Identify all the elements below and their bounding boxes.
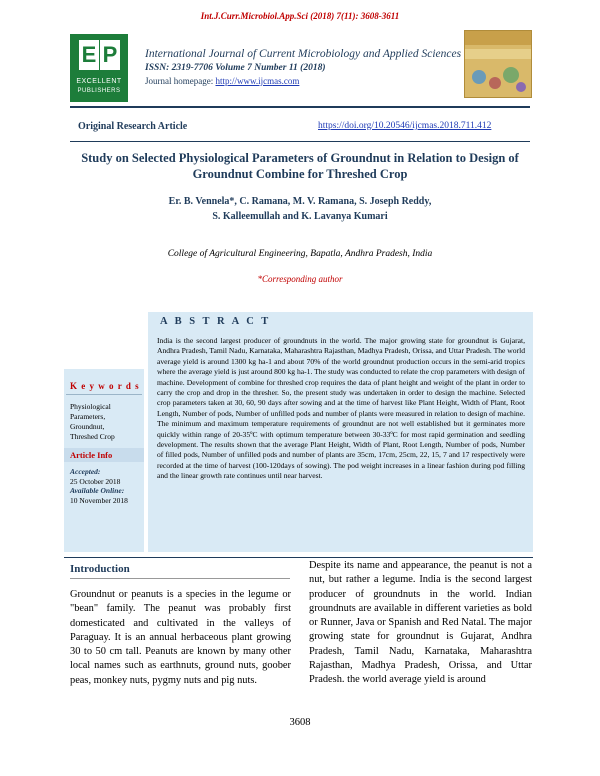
article-type: Original Research Article [78, 121, 188, 132]
journal-cover-image [464, 30, 532, 98]
introduction-heading: Introduction [70, 563, 130, 575]
abstract-divider [64, 557, 533, 558]
corresponding-author-note: *Corresponding author [257, 274, 343, 284]
logo-text-publishers: PUBLISHERS [77, 88, 121, 94]
author-list [80, 194, 520, 224]
logo-letter-e: E [79, 40, 99, 70]
homepage-link[interactable]: http://www.ijcmas.com [215, 76, 300, 86]
journal-title: International Journal of Current Microbiology and Applied Sciences [145, 48, 462, 60]
body-column-right: Despite its name and appearance, the peanut is not a nut, but rather a legume. India is the second largest producer of groundnuts in the world. Indian groundnuts are available in different varieties as bold or Runner, Java or Spanish and Red Natal. The major growing state for groundnut is Gujarat, Andhra Pradesh, Tamil Nadu, Karnataka, Maharashtra Rajasthan, Madhya Pradesh, Orissa, and Uttar Pradesh. the world average yield is around [309, 560, 532, 686]
journal-homepage [145, 76, 299, 86]
affiliation: College of Agricultural Engineering, Bapatla, Andhra Pradesh, India [167, 249, 433, 259]
header-divider-bottom [70, 141, 530, 142]
available-online-label: Available Online: [70, 486, 125, 495]
article-title: Study on Selected Physiological Parameters of Groundnut in Relation to Design of Groundnut Combine for Threshed Crop [81, 151, 519, 181]
authors-line-1: Er. B. Vennela*, C. Ramana, M. V. Ramana, S. Joseph Reddy, [168, 196, 432, 207]
logo-text-excellent: EXCELLENT [76, 78, 122, 85]
issn-volume: ISSN: 2319-7706 Volume 7 Number 11 (2018) [145, 63, 326, 73]
available-online-date: 10 November 2018 [70, 495, 128, 505]
header-divider-top [70, 106, 530, 108]
page-number: 3608 [289, 717, 311, 728]
keyword-item: Parameters, [70, 412, 106, 421]
keyword-item: Physiological [70, 402, 111, 411]
logo-letter-p: P [100, 40, 120, 70]
journal-citation: Int.J.Curr.Microbiol.App.Sci (2018) 7(11): 3608-3611 [200, 11, 400, 21]
keywords-list [70, 402, 142, 442]
homepage-label: Journal homepage: [145, 76, 216, 86]
doi-link[interactable]: https://doi.org/10.20546/ijcmas.2018.711.412 [318, 121, 492, 131]
article-info [70, 467, 144, 505]
keywords-heading: K e y w o r d s [70, 381, 140, 391]
article-info-heading: Article Info [64, 448, 144, 462]
cover-band-top [465, 31, 531, 45]
cover-illustration [465, 59, 531, 97]
keywords-divider [66, 394, 142, 395]
authors-line-2: S. Kalleemullah and K. Lavanya Kumari [212, 211, 388, 222]
abstract-heading: A B S T R A C T [160, 316, 271, 327]
cover-band-mid [465, 49, 531, 59]
accepted-date: 25 October 2018 [70, 476, 121, 486]
abstract-text: India is the second largest producer of groundnuts in the world. The major growing state for groundnut is Gujarat, Andhra Pradesh, Tamil Nadu, Karnataka, Maharashtra Rajasthan, Madhya Pradesh, Orissa, and Uttar Pradesh. The world average yield is around 1300 kg ha-1 and about 70% of the world groundnut production occurs in the semi-arid tropics where the average yield is just around 800 kg ha-1. The study was conducted to relate the crop parameters with design of machine. Development of combine for threshed crop requires the data of plant height and weight of the plant in order to carry the crop and drop in the thresher. So, the present study was undertaken in order to design the machine. Selected crop parameters taken at 30, 60, 90 days after sowing and at the time of harvest like Plant Height, Width of Plant, Root Length, Number of pods, Number of unfilled pods and number of plants were measured in relation to design of machine. The minimum and maximum temperature requirements of groundnut are not well established but it germinates more quickly within range of 20-35ºC with optimum temperature between 30-33ºC for most rapid germination and seedling development. The results shown that the average Plant Height, Width of Plant, Root Length, Number of pods, Number of filled pods, Number of unfilled pods and number of plants are 35cm, 17cm, 25cm, 22, 15, 7 and 17 respectively were recorded at the time of harvest (100-120days of sowing). The pod weight increases in a linear fashion during pod filling and the linear growth rate continues until near harvest. [157, 336, 526, 481]
introduction-heading-rule [70, 578, 290, 579]
accepted-label: Accepted: [70, 467, 101, 476]
body-column-left: Groundnut or peanuts is a species in the legume or "bean" family. The peanut was probably first domesticated and cultivated in the valleys of Paraguay. It is an annual herbaceous plant growing 30 to 50 cm tall. Peanuts are known by many other local names such as earthnuts, ground nuts, goober peas, monkey nuts, pygmy nuts and pig nuts. [70, 589, 291, 686]
keyword-item: Threshed Crop [70, 432, 115, 441]
keyword-item: Groundnut, [70, 422, 105, 431]
publisher-logo [70, 34, 128, 102]
